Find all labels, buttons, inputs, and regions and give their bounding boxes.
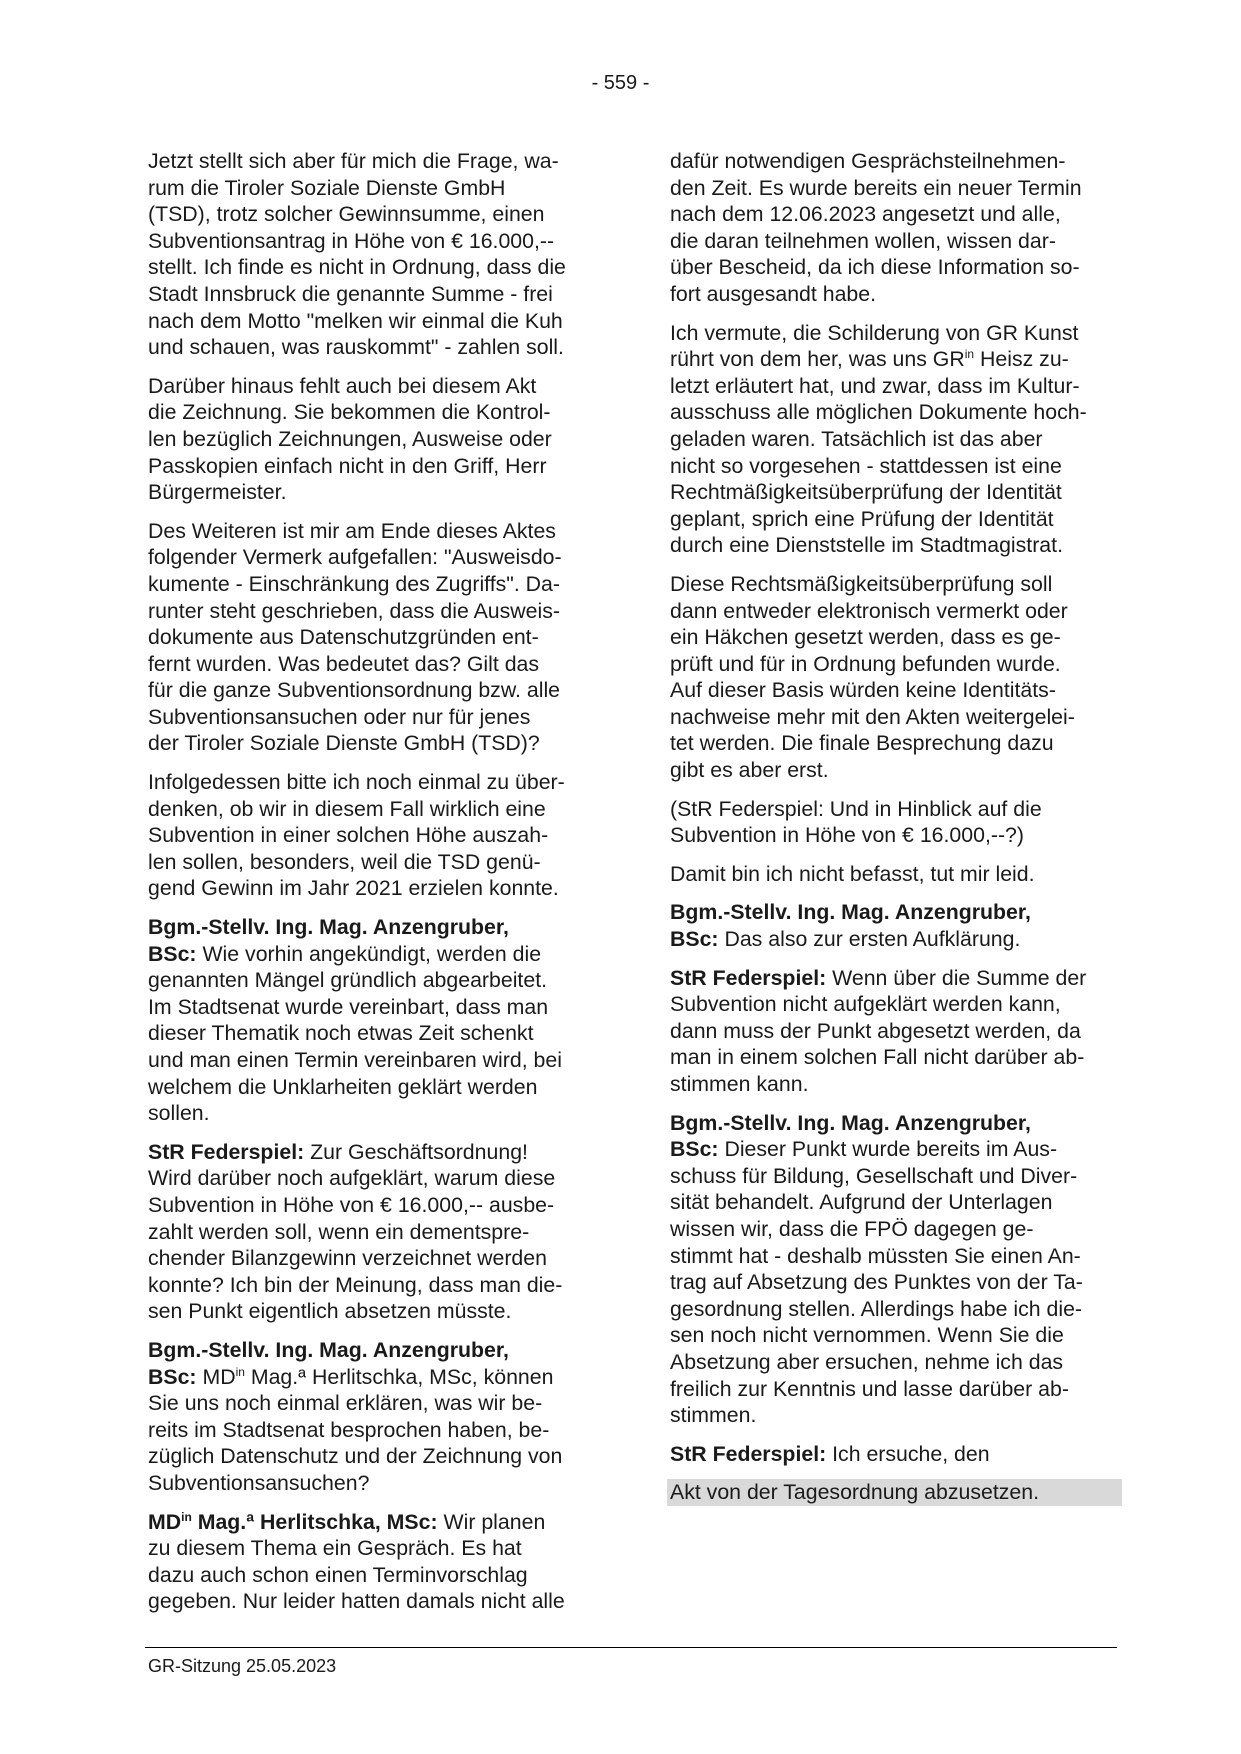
speaker-name: BSc: (670, 1137, 719, 1162)
text-line (670, 899, 1122, 926)
text-line: gegeben. Nur leider hatten damals nicht alle (148, 1589, 565, 1614)
text-line: Stadt Innsbruck die genannte Summe - frei (148, 281, 553, 306)
text-line: dokumente aus Datenschutzgründen ent- (148, 625, 539, 650)
paragraph (670, 571, 1122, 784)
paragraph (670, 965, 1122, 1098)
text-line: Passkopien einfach nicht in den Griff, Herr (148, 453, 547, 478)
text-line: BSc: $MD^{in}$ Mag.ª Herlitschka, MSc, können (148, 1364, 554, 1389)
page-number: - 559 - (591, 72, 650, 94)
speaker-name: Bgm.-Stellv. Ing. Mag. Anzengruber, (670, 1110, 1031, 1135)
text-line: den Zeit. Es wurde bereits ein neuer Termin (670, 175, 1082, 200)
speaker-name: StR Federspiel: (148, 1139, 305, 1164)
paragraph (148, 1337, 600, 1497)
paragraph (670, 1441, 1122, 1468)
text-line: Subvention nicht aufgeklärt werden kann, (670, 992, 1061, 1017)
text-line (148, 914, 600, 941)
text-line: Sie uns noch einmal erklären, was wir be- (148, 1391, 543, 1416)
text-line: runter steht geschrieben, dass die Ausweis- (148, 598, 560, 623)
text-line: Ich vermute, die Schilderung von GR Kunst (670, 320, 1079, 345)
text-line: stimmt hat - deshalb müssten Sie einen An- (670, 1243, 1081, 1268)
text-line: Wird darüber noch aufgeklärt, warum diese (148, 1166, 556, 1191)
text-line: Subvention in Höhe von € 16.000,-- ausbe- (148, 1192, 555, 1217)
text-line: folgender Vermerk aufgefallen: "Ausweisdo- (148, 545, 562, 570)
text-line: Bürgermeister. (148, 480, 287, 505)
text-line: zu diesem Thema ein Gespräch. Es hat (148, 1536, 522, 1561)
text-line: rum die Tiroler Soziale Dienste GmbH (148, 175, 506, 200)
speaker-name: $MD^{in}$ Mag.ª Herlitschka, MSc: (148, 1509, 438, 1534)
text-line: gesordnung stellen. Allerdings habe ich die- (670, 1296, 1083, 1321)
text-line: sen noch nicht vernommen. Wenn Sie die (670, 1323, 1064, 1348)
text-line: Subventionsantrag in Höhe von € 16.000,-- (148, 228, 555, 253)
text-line: $MD^{in}$ Mag.ª Herlitschka, MSc: Wir planen (148, 1509, 546, 1534)
text-line: len sollen, besonders, weil die TSD genü- (148, 849, 541, 874)
text-line: fort ausgesandt habe. (670, 281, 877, 306)
text-line: Damit bin ich nicht befasst, tut mir leid. (670, 861, 1035, 886)
left-column (148, 148, 600, 1627)
speaker-name: BSc: (148, 1364, 197, 1389)
paragraph (148, 1139, 600, 1325)
text-line: reits im Stadtsenat besprochen haben, be- (148, 1417, 550, 1442)
text-line: (TSD), trotz solcher Gewinnsumme, einen (148, 202, 545, 227)
text-line: wissen wir, dass die FPÖ dagegen ge- (670, 1216, 1034, 1241)
text-line: BSc: Wie vorhin angekündigt, werden die (148, 941, 542, 966)
text-line: Subvention in Höhe von € 16.000,--?) (670, 823, 1024, 848)
text-line: Des Weiteren ist mir am Ende dieses Aktes (148, 518, 556, 543)
text-line: StR Federspiel: Zur Geschäftsordnung! (148, 1139, 528, 1164)
speaker-name: Bgm.-Stellv. Ing. Mag. Anzengruber, (148, 915, 509, 940)
text-line: nachweise mehr mit den Akten weitergelei- (670, 704, 1075, 729)
text-line: geplant, sprich eine Prüfung der Identität (670, 506, 1054, 531)
paragraph (670, 1110, 1122, 1429)
text-line: rührt von dem her, was uns $GR^{in}$ Heisz zu- (670, 347, 1069, 372)
text-line: ein Häkchen gesetzt werden, dass es ge- (670, 625, 1061, 650)
text-line: für die ganze Subventionsordnung bzw. alle (148, 678, 561, 703)
text-line: BSc: Das also zur ersten Aufklärung. (670, 927, 1021, 952)
text-line: sität behandelt. Aufgrund der Unterlagen (670, 1190, 1053, 1215)
text-line (670, 1110, 1122, 1137)
text-line: nach dem Motto "melken wir einmal die Kuh (148, 308, 563, 333)
text-line: und man einen Termin vereinbaren wird, bei (148, 1048, 562, 1072)
text-line: nicht so vorgesehen - stattdessen ist eine (670, 453, 1062, 478)
text-line: Diese Rechtsmäßigkeitsüberprüfung soll (670, 571, 1053, 596)
right-column (670, 148, 1122, 1518)
text-line: dafür notwendigen Gesprächsteilnehmen- (670, 149, 1066, 173)
text-line: gend Gewinn im Jahr 2021 erzielen konnte. (148, 876, 559, 901)
superscript: in (964, 347, 975, 362)
text-line: denken, ob wir in diesem Fall wirklich eine (148, 796, 546, 821)
text-line: Darüber hinaus fehlt auch bei diesem Akt (148, 373, 537, 398)
text-line: die Zeichnung. Sie bekommen die Kontrol- (148, 400, 551, 425)
text-line: Im Stadtsenat wurde vereinbart, dass man (148, 994, 549, 1019)
superscript: in (181, 1509, 192, 1524)
text-line: Subventionsansuchen oder nur für jenes (148, 704, 531, 729)
text-line: Infolgedessen bitte ich noch einmal zu über- (148, 770, 565, 795)
paragraph (148, 373, 600, 506)
text-line: konnte? Ich bin der Meinung, dass man die- (148, 1272, 563, 1297)
text-line: sen Punkt eigentlich absetzen müsste. (148, 1299, 512, 1324)
speaker-name: BSc: (670, 927, 719, 952)
text-line: über Bescheid, da ich diese Information so- (670, 255, 1080, 280)
text-line: schuss für Bildung, Gesellschaft und Diver- (670, 1163, 1078, 1188)
text-line: trag auf Absetzung des Punktes von der Ta- (670, 1270, 1083, 1295)
speaker-name: Bgm.-Stellv. Ing. Mag. Anzengruber, (148, 1337, 509, 1362)
text-line: Auf dieser Basis würden keine Identitäts- (670, 678, 1056, 703)
text-line: (StR Federspiel: Und in Hinblick auf die (670, 796, 1042, 821)
text-line: nach dem 12.06.2023 angesetzt und alle, (670, 202, 1061, 227)
text-line: ausschuss alle möglichen Dokumente hoch- (670, 400, 1087, 425)
text-line: dieser Thematik noch etwas Zeit schenkt (148, 1021, 534, 1046)
text-line: Absetzung aber ersuchen, nehme ich das (670, 1349, 1064, 1374)
text-line: stellt. Ich finde es nicht in Ordnung, dass die (148, 255, 566, 280)
text-line: letzt erläutert hat, und zwar, dass im Kultur- (670, 373, 1080, 398)
paragraph (670, 899, 1122, 952)
text-line: sollen. (148, 1101, 210, 1126)
speaker-name: Bgm.-Stellv. Ing. Mag. Anzengruber, (670, 900, 1031, 925)
text-line: freilich zur Kenntnis und lasse darüber ab- (670, 1376, 1069, 1401)
text-line: durch eine Dienststelle im Stadtmagistrat. (670, 533, 1063, 558)
paragraph (148, 914, 600, 1127)
speaker-name: StR Federspiel: (670, 1441, 827, 1466)
text-line: Rechtmäßigkeitsüberprüfung der Identität (670, 480, 1062, 505)
text-line: geladen waren. Tatsächlich ist das aber (670, 426, 1043, 451)
text-line: Jetzt stellt sich aber für mich die Frage, wa- (148, 149, 559, 173)
text-line: chender Bilanzgewinn verzeichnet werden (148, 1246, 547, 1271)
paragraph (148, 769, 600, 902)
text-line: BSc: Dieser Punkt wurde bereits im Aus- (670, 1137, 1058, 1162)
text-line: welchem die Unklarheiten geklärt werden (148, 1074, 538, 1099)
text-line: Akt von der Tagesordnung abzusetzen. (670, 1480, 1040, 1505)
paragraph (148, 148, 600, 361)
text-line: fernt wurden. Was bedeutet das? Gilt das (148, 651, 540, 676)
text-line (148, 1337, 600, 1364)
text-line: man in einem solchen Fall nicht darüber ab- (670, 1045, 1085, 1070)
text-line: len bezüglich Zeichnungen, Ausweise oder (148, 426, 552, 451)
text-line: Subventionsansuchen? (148, 1470, 370, 1495)
paragraph (148, 518, 600, 757)
text-line: zahlt werden soll, wenn ein dementspre- (148, 1219, 530, 1244)
speaker-name: BSc: (148, 941, 197, 966)
paragraph (670, 861, 1122, 888)
text-line: genannten Mängel gründlich abgearbeitet. (148, 968, 548, 993)
superscript: in (235, 1364, 245, 1379)
footer-divider (145, 1647, 1117, 1648)
text-line: stimmen kann. (670, 1072, 809, 1096)
text-line: die daran teilnehmen wollen, wissen dar- (670, 228, 1056, 253)
paragraph (148, 1509, 600, 1615)
text-line: züglich Datenschutz und der Zeichnung von (148, 1444, 563, 1469)
text-line: der Tiroler Soziale Dienste GmbH (TSD)? (148, 731, 540, 756)
paragraph (670, 796, 1122, 849)
text-line: Subvention in einer solchen Höhe auszah- (148, 823, 549, 848)
text-line: StR Federspiel: Wenn über die Summe der (670, 965, 1087, 990)
paragraph (670, 320, 1122, 559)
text-line: prüft und für in Ordnung befunden wurde. (670, 651, 1061, 676)
text-line: dann entweder elektronisch vermerkt oder (670, 598, 1068, 623)
text-line: stimmen. (670, 1403, 757, 1428)
paragraph (667, 1479, 1122, 1506)
text-line: gibt es aber erst. (670, 758, 829, 783)
text-line: tet werden. Die finale Besprechung dazu (670, 731, 1054, 756)
text-line: und schauen, was rauskommt" - zahlen soll. (148, 335, 564, 360)
text-line: StR Federspiel: Ich ersuche, den (670, 1441, 990, 1466)
text-line: dazu auch schon einen Terminvorschlag (148, 1562, 528, 1587)
footer-text: GR-Sitzung 25.05.2023 (148, 1656, 337, 1676)
text-line: dann muss der Punkt abgesetzt werden, da (670, 1018, 1081, 1043)
paragraph (670, 148, 1122, 308)
speaker-name: StR Federspiel: (670, 965, 827, 990)
text-line: kumente - Einschränkung des Zugriffs". Da- (148, 571, 560, 596)
